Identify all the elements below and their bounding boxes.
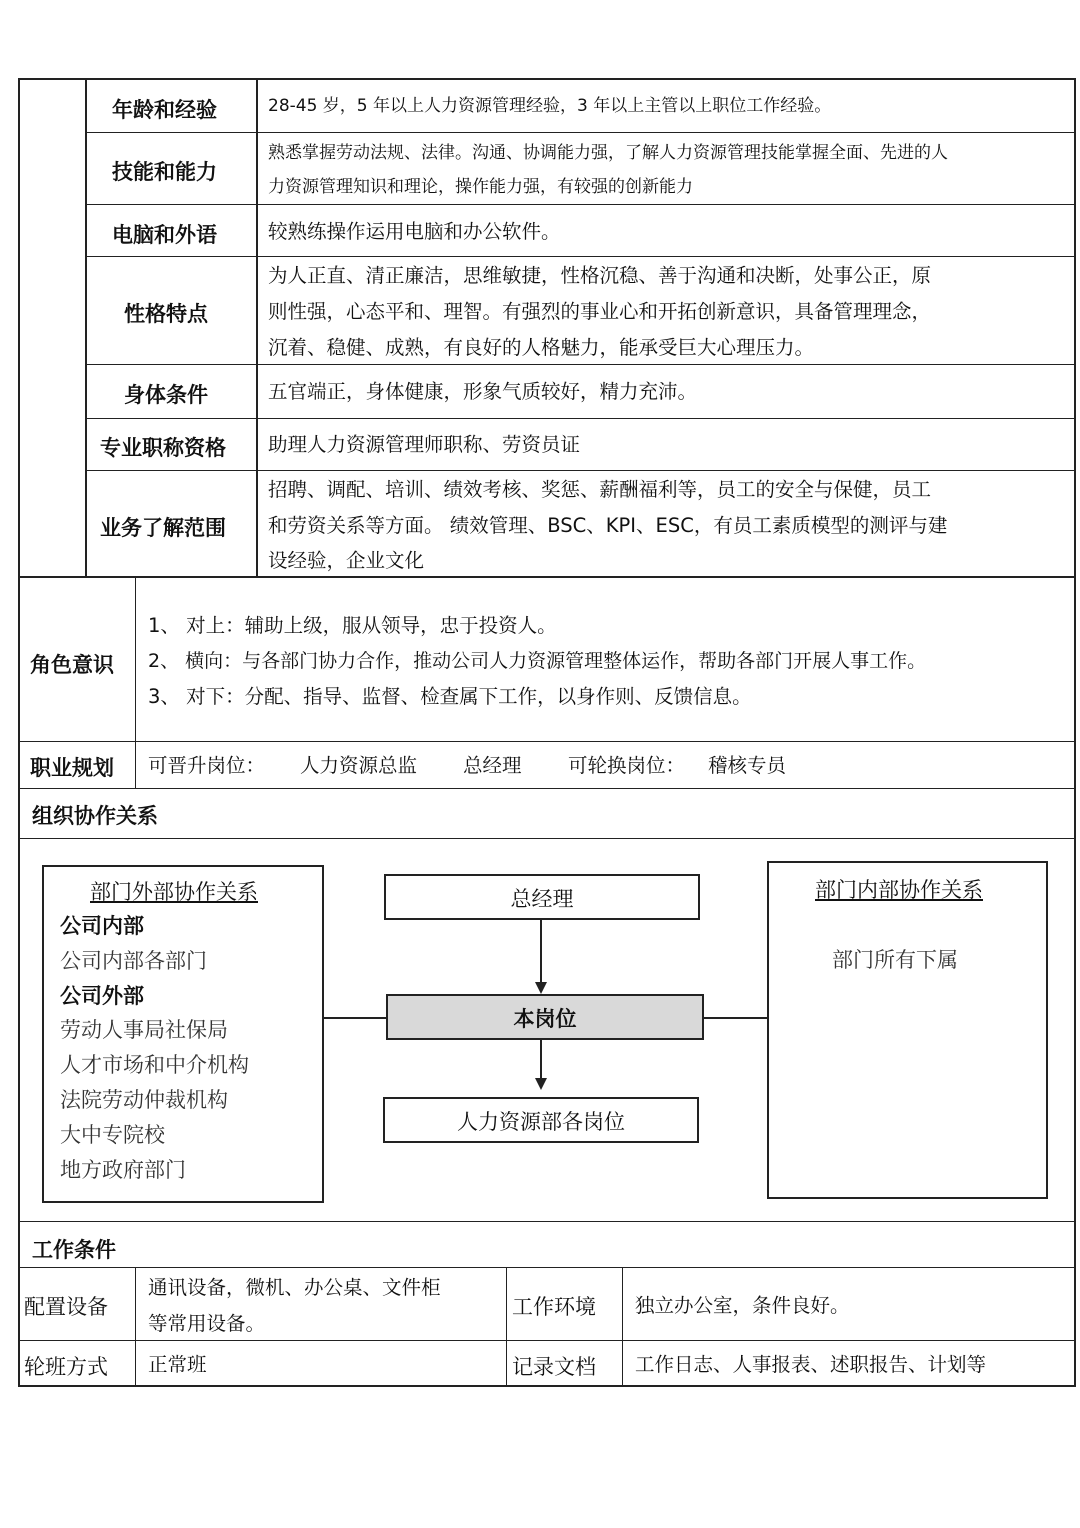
career-rotate-label: 可轮换岗位： [568,754,686,777]
environment-label: 工作环境 [512,1295,596,1319]
internal-relations-title: 部门内部协作关系 [815,878,983,902]
req-value-business-1: 招聘、调配、培训、绩效考核、奖惩、薪酬福利等，员工的安全与保健，员工 [268,478,932,501]
equipment-value-2: 等常用设备。 [148,1312,266,1335]
req-value-personality-2: 则性强，心态平和、理智。有强烈的事业心和开拓创新意识，具备管理理念， [268,300,932,323]
external-relations-title: 部门外部协作关系 [90,880,258,904]
career-promote-label: 可晋升岗位： [148,754,266,777]
external-relations-item: 公司内部 [60,913,144,938]
req-label-personality: 性格特点 [124,302,208,326]
external-relations-item: 法院劳动仲裁机构 [60,1088,228,1112]
arrow-head-2 [535,1078,547,1090]
internal-relations-box [767,861,1048,1199]
req-value-skills-2: 力资源管理知识和理论，操作能力强，有较强的创新能力 [268,177,693,197]
arrow-line-2 [540,1040,542,1080]
connector-left [324,1017,386,1019]
hr-positions-label: 人力资源部各岗位 [457,1110,625,1134]
conditions-title: 工作条件 [32,1238,116,1262]
org-title: 组织协作关系 [32,804,158,828]
external-relations-item: 地方政府部门 [60,1157,186,1182]
current-position-label: 本岗位 [513,1006,577,1031]
req-label-physical: 身体条件 [124,383,208,407]
external-relations-item: 劳动人事局社保局 [60,1018,228,1043]
shift-value: 正常班 [148,1353,207,1376]
career-label: 职业规划 [30,756,114,780]
role-item-3: 3、 对下：分配、指导、监督、检查属下工作，以身作则、反馈信息。 [148,685,752,708]
external-relations-item: 人才市场和中介机构 [60,1053,249,1078]
req-value-age: 28-45 岁，5 年以上人力资源管理经验，3 年以上主管以上职位工作经验。 [268,96,832,116]
internal-relations-body: 部门所有下属 [832,948,958,972]
connector-right [703,1017,767,1019]
req-value-personality-3: 沉着、稳健、成熟，有良好的人格魅力，能承受巨大心理压力。 [268,336,815,359]
arrow-head-1 [535,982,547,994]
documents-label: 记录文档 [512,1355,596,1379]
req-label-business: 业务了解范围 [100,516,226,540]
role-item-2: 2、 横向：与各部门协力合作，推动公司人力资源管理整体运作，帮助各部门开展人事工作。 [148,650,927,672]
req-value-computer: 较熟练操作运用电脑和办公软件。 [268,220,561,243]
req-label-computer: 电脑和外语 [112,223,217,247]
req-value-skills-1: 熟悉掌握劳动法规、法律。沟通、协调能力强，了解人力资源管理技能掌握全面、先进的人 [268,143,948,163]
req-value-business-3: 设经验，企业文化 [268,549,425,572]
role-label: 角色意识 [30,653,114,677]
req-label-title: 专业职称资格 [100,436,226,460]
req-value-physical: 五官端正，身体健康，形象气质较好，精力充沛。 [268,380,698,403]
req-value-title: 助理人力资源管理师职称、劳资员证 [268,433,581,456]
career-promote-1: 人力资源总监 [300,754,418,777]
external-relations-item: 公司外部 [60,982,144,1008]
career-rotate-value: 稽核专员 [708,754,787,777]
equipment-label: 配置设备 [24,1295,108,1319]
external-relations-item: 公司内部各部门 [60,948,207,973]
role-item-1: 1、 对上：辅助上级，服从领导，忠于投资人。 [148,614,557,637]
environment-value: 独立办公室，条件良好。 [635,1294,850,1317]
req-label-age: 年龄和经验 [112,98,217,122]
req-value-personality-1: 为人正直、清正廉洁，思维敏捷，性格沉稳、善于沟通和决断，处事公正，原 [268,264,932,287]
general-manager-label: 总经理 [510,887,574,911]
req-label-skills: 技能和能力 [112,160,217,184]
arrow-line-1 [540,920,542,984]
career-promote-2: 总经理 [463,754,522,777]
external-relations-item: 大中专院校 [60,1122,165,1147]
equipment-value-1: 通讯设备，微机、办公桌、文件柜 [148,1276,441,1299]
shift-label: 轮班方式 [24,1355,108,1379]
req-value-business-2: 和劳资关系等方面。 绩效管理、BSC、KPI、ESC，有员工素质模型的测评与建 [268,514,948,537]
documents-value: 工作日志、人事报表、述职报告、计划等 [635,1353,987,1376]
